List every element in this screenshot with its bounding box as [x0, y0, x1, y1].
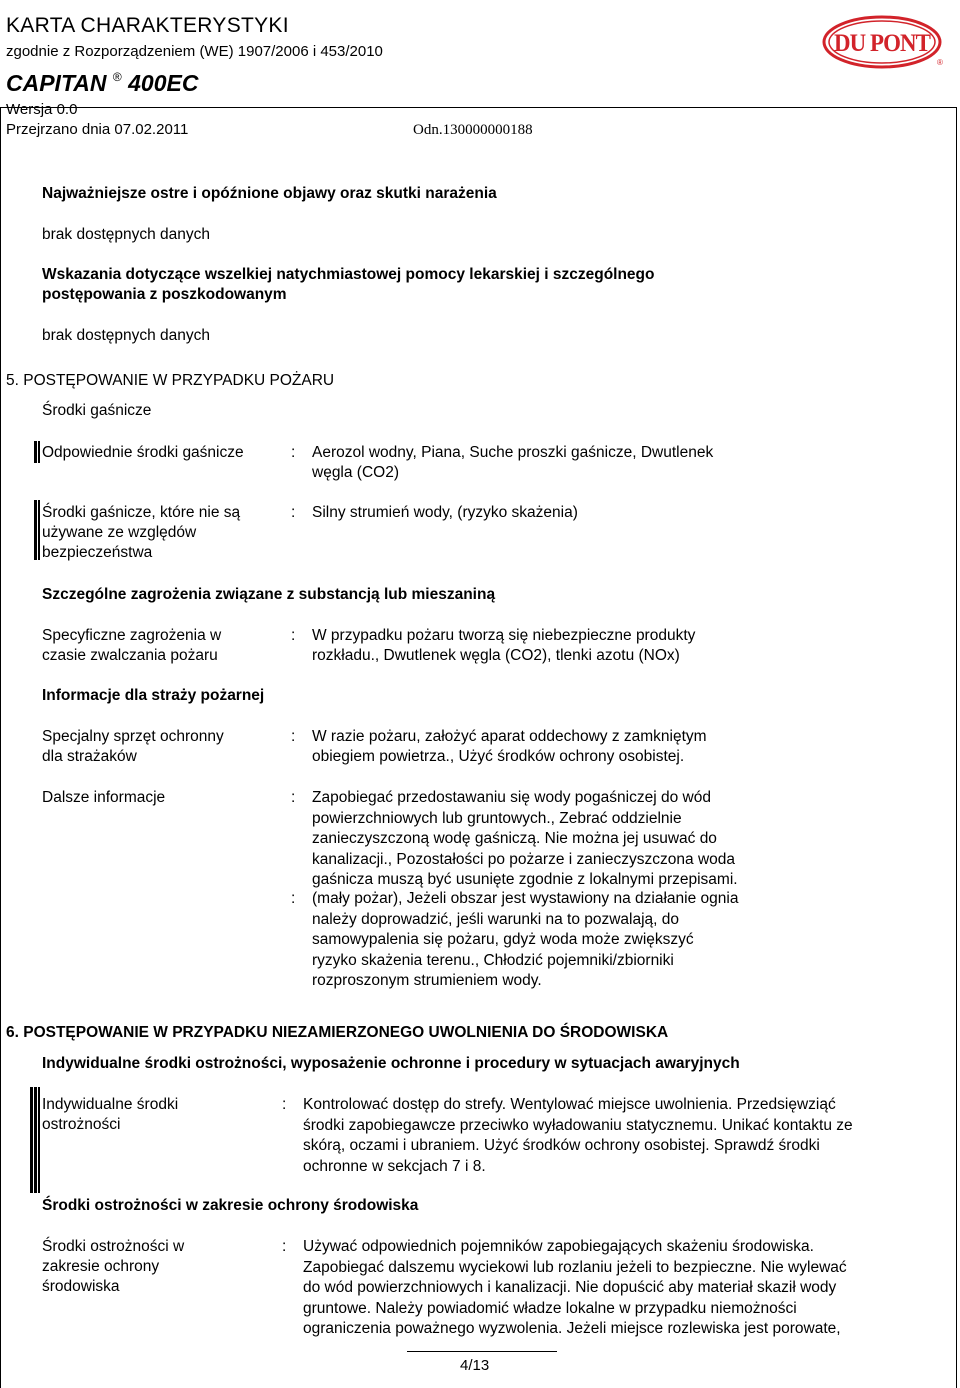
revision-bar: [38, 500, 40, 560]
suitable-media-label: Odpowiednie środki gaśnicze: [42, 444, 244, 461]
product-code: 400EC: [128, 70, 199, 96]
section-6-title: 6. POSTĘPOWANIE W PRZYPADKU NIEZAMIERZONEGO UWOLNIENIA DO ŚRODOWISKA: [6, 1024, 669, 1041]
special-hazards-heading: Szczególne zagrożenia związane z substancją lub mieszaniną: [42, 586, 496, 603]
revision-bar: [34, 441, 37, 463]
further-info-line: (mały pożar), Jeżeli obszar jest wystawiony na działanie ognia: [312, 890, 739, 907]
protective-equipment-label-line1: Specjalny sprzęt ochronny: [42, 728, 224, 745]
separator-colon: :: [291, 444, 296, 461]
protective-equipment-value-line2: obiegiem powietrza., Użyć środków ochrony osobistej.: [312, 748, 685, 765]
extinguishing-media-heading: Środki gaśnicze: [42, 402, 152, 419]
further-info-value-a: [312, 788, 812, 891]
environmental-precautions-line: do wód powierzchniowych i kanalizacji. Nie dopuścić aby materiał skaził wody: [303, 1279, 837, 1296]
symptoms-value: brak dostępnych danych: [42, 226, 211, 243]
environmental-precautions-label-line2: zakresie ochrony: [42, 1258, 160, 1275]
unsuitable-media-label-line3: bezpieczeństwa: [42, 544, 153, 561]
symptoms-heading: Najważniejsze ostre i opóźnione objawy oraz skutki narażenia: [42, 185, 497, 202]
further-info-value-b: [312, 889, 812, 992]
specific-hazards-label-line2: czasie zwalczania pożaru: [42, 647, 218, 664]
logo-text: DU PONT: [834, 30, 932, 57]
document-title: KARTA CHARAKTERYSTYKI: [6, 14, 289, 37]
product-name: [6, 63, 198, 97]
order-reference: Odn.130000000188: [413, 122, 533, 138]
further-info-line: należy doprowadzić, jeśli warunki na to pozwalają, do: [312, 910, 680, 928]
personal-precautions-line: ochronne w sekcjach 7 i 8.: [303, 1157, 486, 1175]
further-info-line: samowypalenia się pożaru, gdyż woda może zwiększyć: [312, 931, 694, 948]
protective-equipment-label-line2: dla strażaków: [42, 748, 137, 765]
further-info-line: Zapobiegać przedostawaniu się wody pogaśniczej do wód: [312, 789, 711, 806]
medical-value: brak dostępnych danych: [42, 327, 211, 344]
separator-colon: :: [282, 1238, 287, 1255]
dupont-logo: [822, 15, 946, 69]
personal-precautions-line: Kontrolować dostęp do strefy. Wentylować miejsce uwolnienia. Przedsięwziąć: [303, 1096, 836, 1113]
revision-bar: [38, 1087, 40, 1193]
environmental-precautions-line: gruntowe. Należy powiadomić władze lokalne w przypadku niemożności: [303, 1299, 797, 1317]
version-label: Wersja 0.0: [6, 101, 78, 118]
separator-colon: :: [291, 890, 296, 907]
revision-bar: [30, 1087, 33, 1193]
revision-bar: [34, 500, 37, 560]
protective-equipment-value-line1: W razie pożaru, założyć aparat oddechowy z zamkniętym: [312, 728, 707, 745]
revision-bar: [34, 1087, 37, 1193]
separator-colon: :: [291, 627, 296, 644]
revision-date: Przejrzano dnia 07.02.2011: [6, 121, 189, 138]
personal-precautions-heading: Indywidualne środki ostrożności, wyposażenie ochronne i procedury w sytuacjach awaryjnych: [42, 1055, 740, 1072]
personal-precautions-label-line1: Indywidualne środki: [42, 1096, 179, 1113]
page-number: 4/13: [460, 1357, 490, 1374]
environmental-precautions-line: Używać odpowiednich pojemników zapobiegających skażeniu środowiska.: [303, 1238, 814, 1255]
suitable-media-value-line2: węgla (CO2): [312, 464, 399, 481]
personal-precautions-value: [303, 1095, 933, 1177]
regulation-reference: zgodnie z Rozporządzeniem (WE) 1907/2006 i 453/2010: [6, 43, 383, 60]
personal-precautions-label-line2: ostrożności: [42, 1116, 121, 1133]
environmental-precautions-label-line3: środowiska: [42, 1278, 120, 1295]
unsuitable-media-label-line2: używane ze względów: [42, 524, 197, 541]
suitable-media-value-line1: Aerozol wodny, Piana, Suche proszki gaśnicze, Dwutlenek: [312, 444, 714, 461]
specific-hazards-label-line1: Specyficzne zagrożenia w: [42, 627, 222, 644]
personal-precautions-line: środki zapobiegawcze przeciwko wyładowaniu statycznemu. Unikać kontaktu ze: [303, 1116, 853, 1134]
environmental-precautions-line: Zapobiegać dalszemu wyciekowi lub rozlaniu jeżeli to bezpieczne. Nie wylewać: [303, 1258, 847, 1276]
footer-divider: [407, 1351, 557, 1352]
environmental-precautions-line: ograniczenia poważnego wyzwolenia. Jeżeli miejsce rozlewiska jest porowate,: [303, 1320, 841, 1337]
medical-heading-line2: postępowania z poszkodowanym: [42, 286, 287, 303]
further-info-line: zanieczyszczoną wodę gaśniczą. Nie można jej usuwać do: [312, 830, 717, 847]
further-info-label: Dalsze informacje: [42, 789, 166, 806]
environmental-precautions-value: [303, 1237, 933, 1340]
specific-hazards-value-line2: rozkładu., Dwutlenek węgla (CO2), tlenki azotu (NOx): [312, 647, 680, 664]
environmental-precautions-label-line1: Środki ostrożności w: [42, 1238, 185, 1255]
further-info-line: gaśnicza muszą być usunięte zgodnie z lokalnymi przepisami.: [312, 871, 738, 888]
medical-heading-line1: Wskazania dotyczące wszelkiej natychmiastowej pomocy lekarskiej i szczególnego: [42, 266, 655, 283]
further-info-line: rozproszonym strumieniem wody.: [312, 972, 542, 989]
specific-hazards-value-line1: W przypadku pożaru tworzą się niebezpieczne produkty: [312, 627, 696, 644]
separator-colon: :: [291, 789, 296, 806]
environmental-precautions-heading: Środki ostrożności w zakresie ochrony środowiska: [42, 1197, 419, 1214]
further-info-line: kanalizacji., Pozostałości po pożarze i zanieczyszczona woda: [312, 850, 736, 868]
firefighters-heading: Informacje dla straży pożarnej: [42, 687, 265, 704]
section-5-title: 5. POSTĘPOWANIE W PRZYPADKU POŻARU: [6, 372, 335, 389]
registered-mark: ®: [112, 70, 122, 84]
logo-registered-mark: ®: [937, 58, 943, 67]
revision-bar: [38, 441, 40, 463]
personal-precautions-line: skórą, oczami i ubraniem. Użyć środków ochrony osobistej. Sprawdź środki: [303, 1137, 820, 1154]
separator-colon: :: [291, 504, 296, 521]
separator-colon: :: [282, 1096, 287, 1113]
unsuitable-media-label-line1: Środki gaśnicze, które nie są: [42, 504, 241, 521]
unsuitable-media-value: Silny strumień wody, (ryzyko skażenia): [312, 504, 578, 521]
separator-colon: :: [291, 728, 296, 745]
further-info-line: powierzchniowych lub gruntowych., Zebrać oddzielnie: [312, 809, 682, 827]
product-name-text: CAPITAN: [6, 70, 107, 96]
further-info-line: ryzyko skażenia terenu., Chłodzić pojemniki/zbiorniki: [312, 951, 674, 969]
